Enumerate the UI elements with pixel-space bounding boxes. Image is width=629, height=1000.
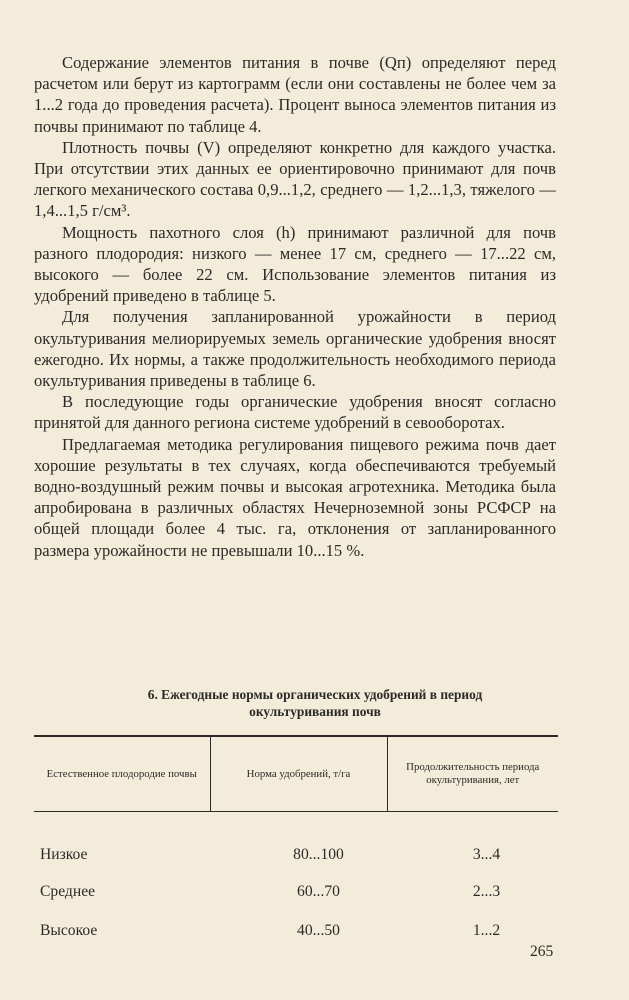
table-row — [34, 812, 558, 873]
table-caption — [60, 686, 570, 720]
body-text — [34, 52, 556, 561]
paragraph: Мощность пахотного слоя (h) принимают различной для почв разного плодородия: низкого — менее 17 см, среднего — 17...22 см, высокого — более 22 см. Использование элементов питания из удобрений приведено в таблице 5. — [34, 222, 556, 306]
cell-fertility: Среднее — [40, 882, 96, 900]
header-rate: Норма удобрений, т/га — [210, 736, 387, 812]
fertilizer-table — [34, 735, 558, 950]
paragraph: Плотность почвы (V) определяют конкретно для каждого участка. При отсутствии этих данных ее ориентировочно принимают для почв легкого механического состава 0,9...1,2, среднего — 1,2...1,3, тяжелого — 1,4...1,5 г/см³. — [34, 137, 556, 221]
page-number: 265 — [530, 943, 554, 960]
table-row — [34, 911, 558, 950]
cell-rate: 40...50 — [297, 921, 340, 939]
cell-fertility: Высокое — [40, 921, 98, 939]
cell-period: 1...2 — [472, 921, 501, 939]
table-caption-line: 6. Ежегодные нормы органических удобрений в период — [147, 687, 483, 702]
header-fertility: Естественное плодородие почвы — [34, 736, 210, 812]
paragraph: Для получения запланированной урожайности в период окультуривания мелиорируемых земель органические удобрения вносят ежегодно. Их нормы, а также продолжительность необходимого периода окультуривания приведены в таблице 6. — [34, 307, 556, 391]
table-row — [34, 872, 558, 911]
paragraph: Содержание элементов питания в почве (Qп) определяют перед расчетом или берут из картограмм (если они составлены не более чем за 1...2 года до проведения расчета). Процент выноса элементов питания из почвы принимают по таблице 4. — [34, 53, 556, 136]
header-period: Продолжительность периода окультуривания, лет — [387, 736, 558, 812]
cell-rate: 60...70 — [297, 882, 340, 900]
cell-fertility: Низкое — [40, 846, 88, 863]
table-caption-line: окультуривания почв — [249, 704, 381, 719]
table-header-row — [34, 736, 558, 812]
cell-rate: 80...100 — [293, 846, 344, 863]
paragraph: В последующие годы органические удобрения вносят согласно принятой для данного региона системе удобрений в севооборотах. — [34, 392, 556, 433]
cell-period: 3...4 — [472, 846, 501, 863]
paragraph: Предлагаемая методика регулирования пищевого режима почв дает хорошие результаты в тех случаях, когда обеспечиваются требуемый водно-воздушный режим почвы и высокая агротехника. Методика была апробирована в различных областях Нечерноземной зоны РСФСР на общей площади более 4 тыс. га, отклонения от запланированного размера урожайности не превышали 10...15 %. — [34, 434, 556, 560]
cell-period: 2...3 — [472, 882, 501, 900]
